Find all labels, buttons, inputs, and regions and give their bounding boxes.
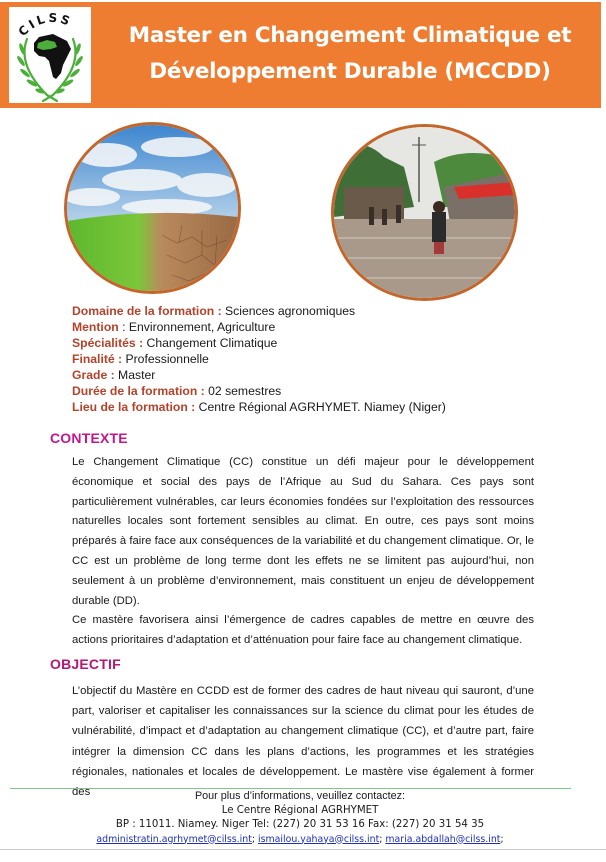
footer-address-phone: BP : 11011. Niamey. Niger Tel: (227) 20 31 53 16 Fax: (227) 20 31 54 35: [115, 819, 485, 830]
contexte-body: [72, 453, 534, 651]
info-value: Centre Régional AGRHYMET. Niamey (Niger): [195, 400, 446, 414]
info-row-mention: [72, 319, 446, 335]
info-label: Mention: [72, 320, 119, 334]
objectif-paragraph: L’objectif du Mastère en CCDD est de former des cadres de haut niveau qui sauront, d’une part, valoriser et capitaliser les connaissances sur la science du climat pour les études de vulnérabilité, d’impact et d’adaptation au changement climatique (CC), et d’autre part, faire intégrer la dimension CC dans les plans d’actions, les programmes et les stratégies régionales, nationales et locales de développement. Le mastère vise également à former des: [72, 685, 534, 799]
flood-image: [331, 124, 518, 301]
info-row-finalite: [72, 351, 446, 367]
email-link-administration[interactable]: administratin.agrhymet@cilss.int: [96, 833, 252, 845]
footer-emails: [0, 833, 600, 848]
contexte-paragraph-1: Le Changement Climatique (CC) constitue un défi majeur pour le développement économique et social des pays de l’Afrique au Sud du Sahara. Ces pays sont particulièrement vulnérables, car leurs économies fondées sur l’exploitation des ressources naturelles locales sont fortement sensibles au climat. En outre, ces pays sont moins préparés à faire face aux conséquences de la variabilité et du changement climatique. Or, le CC est un problème de long terme dont les effets ne se limitent pas aujourd’hui, non seulement à un problème d’environnement, mais constituent un enjeu de développement durable (DD).: [72, 456, 534, 607]
info-value: Master: [114, 368, 156, 382]
email-separator: ;: [251, 833, 259, 845]
svg-text:CILSS: [16, 11, 75, 39]
cilss-logo-icon: [9, 7, 91, 103]
info-label: Finalité :: [72, 352, 123, 366]
program-info: [72, 303, 446, 415]
info-value: Changement Climatique: [143, 336, 278, 350]
page-bottom-divider: [0, 849, 606, 850]
info-row-lieu: [72, 399, 446, 415]
contact-footer: [0, 789, 600, 847]
email-link-ismailou[interactable]: ismailou.yahaya@cilss.int: [258, 833, 380, 845]
info-separator: :: [118, 320, 129, 334]
footer-contact-intro: Pour plus d’informations, veuillez contactez:: [194, 790, 406, 802]
info-value: Professionnelle: [122, 352, 209, 366]
info-label: Durée de la formation :: [72, 384, 205, 398]
info-label: Domaine de la formation :: [72, 304, 222, 318]
logo-text: CILSS: [15, 10, 75, 39]
email-separator: ;: [379, 833, 386, 845]
title-line-2: Développement Durable (MCCDD): [149, 59, 551, 84]
header-banner: [0, 2, 601, 108]
info-label: Spécialités :: [72, 336, 144, 350]
contexte-paragraph-2: Ce mastère favorisera ainsi l’émergence de cadres capables de mettre en œuvre des actions prioritaires d’adaptation et d’atténuation pour faire face au changement climatique.: [72, 614, 534, 647]
objectif-heading: OBJECTIF: [50, 656, 121, 672]
info-row-specialites: [72, 335, 446, 351]
climate-contrast-image: [64, 122, 241, 294]
info-label: Lieu de la formation :: [72, 400, 196, 414]
cilss-logo: [9, 7, 91, 103]
info-row-domaine: [72, 303, 446, 319]
info-value: Sciences agronomiques: [221, 304, 356, 318]
objectif-body: [72, 681, 534, 802]
page-title: [100, 18, 600, 90]
info-row-grade: [72, 367, 446, 383]
info-value: Environnement, Agriculture: [128, 320, 276, 334]
title-line-1: Master en Changement Climatique et: [128, 23, 572, 48]
email-trailing: ;: [500, 833, 504, 845]
info-label: Grade :: [72, 368, 115, 382]
email-link-maria[interactable]: maria.abdallah@cilss.int: [385, 833, 501, 845]
info-row-duree: [72, 383, 446, 399]
contexte-heading: CONTEXTE: [50, 430, 128, 446]
info-value: 02 semestres: [204, 384, 282, 398]
footer-organization: Le Centre Régional AGRHYMET: [221, 804, 379, 816]
flooded-street-picture-icon: [334, 127, 515, 298]
field-and-drought-picture-icon: [67, 125, 238, 291]
